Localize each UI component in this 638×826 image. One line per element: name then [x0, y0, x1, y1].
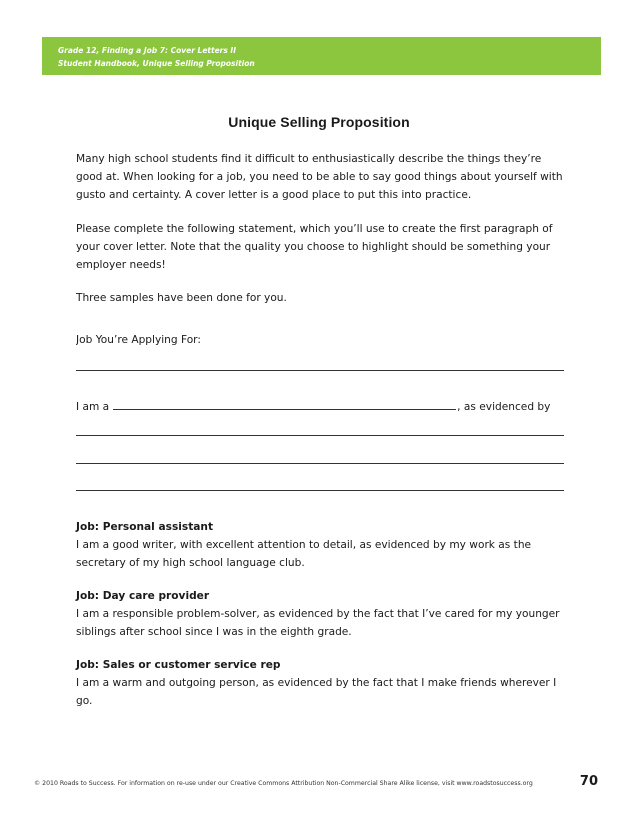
evidence-line-3[interactable] [76, 490, 564, 491]
sample-3 [76, 656, 566, 710]
sample-job-title: Job: Day care provider [76, 590, 210, 602]
sample-1 [76, 518, 566, 572]
evidenced-by-suffix: , as evidenced by [457, 401, 551, 413]
i-am-statement [76, 398, 566, 415]
quality-blank[interactable] [113, 398, 456, 410]
page-title: Unique Selling Proposition [228, 114, 410, 130]
sample-job-title: Job: Sales or customer service rep [76, 659, 281, 671]
footer-copyright: © 2010 Roads to Success. For information on re-use under our Creative Commons Attribution Non-Commercial Share Alike license, visit www.roadstosuccess.org [34, 780, 533, 787]
instructions-paragraph: Please complete the following statement, which you’ll use to create the first paragraph of your cover letter. Note that the quality you choose to highlight should be something your employer needs! [76, 223, 553, 272]
i-am-prefix: I am a [76, 401, 110, 413]
samples-note: Three samples have been done for you. [76, 292, 287, 304]
header-banner [42, 37, 601, 75]
header-line-1: Grade 12, Finding a Job 7: Cover Letters II [58, 46, 237, 55]
job-applying-label: Job You’re Applying For: [76, 334, 201, 346]
evidence-line-2[interactable] [76, 463, 564, 464]
page-number: 70 [579, 774, 598, 789]
sample-text: I am a responsible problem-solver, as evidenced by the fact that I’ve cared for my younger siblings after school since I was in the eighth grade. [76, 608, 560, 638]
job-applying-line[interactable] [76, 370, 564, 371]
intro-paragraph: Many high school students find it difficult to enthusiastically describe the things they’re good at. When looking for a job, you need to be able to say good things about yourself with gusto and certainty. A cover letter is a good place to put this into practice. [76, 153, 563, 202]
evidence-line-1[interactable] [76, 435, 564, 436]
sample-text: I am a good writer, with excellent attention to detail, as evidenced by my work as the secretary of my high school language club. [76, 539, 532, 569]
header-line-2: Student Handbook, Unique Selling Proposition [58, 59, 255, 68]
sample-text: I am a warm and outgoing person, as evidenced by the fact that I make friends wherever I go. [76, 677, 557, 707]
sample-job-title: Job: Personal assistant [76, 521, 214, 533]
sample-2 [76, 587, 566, 641]
